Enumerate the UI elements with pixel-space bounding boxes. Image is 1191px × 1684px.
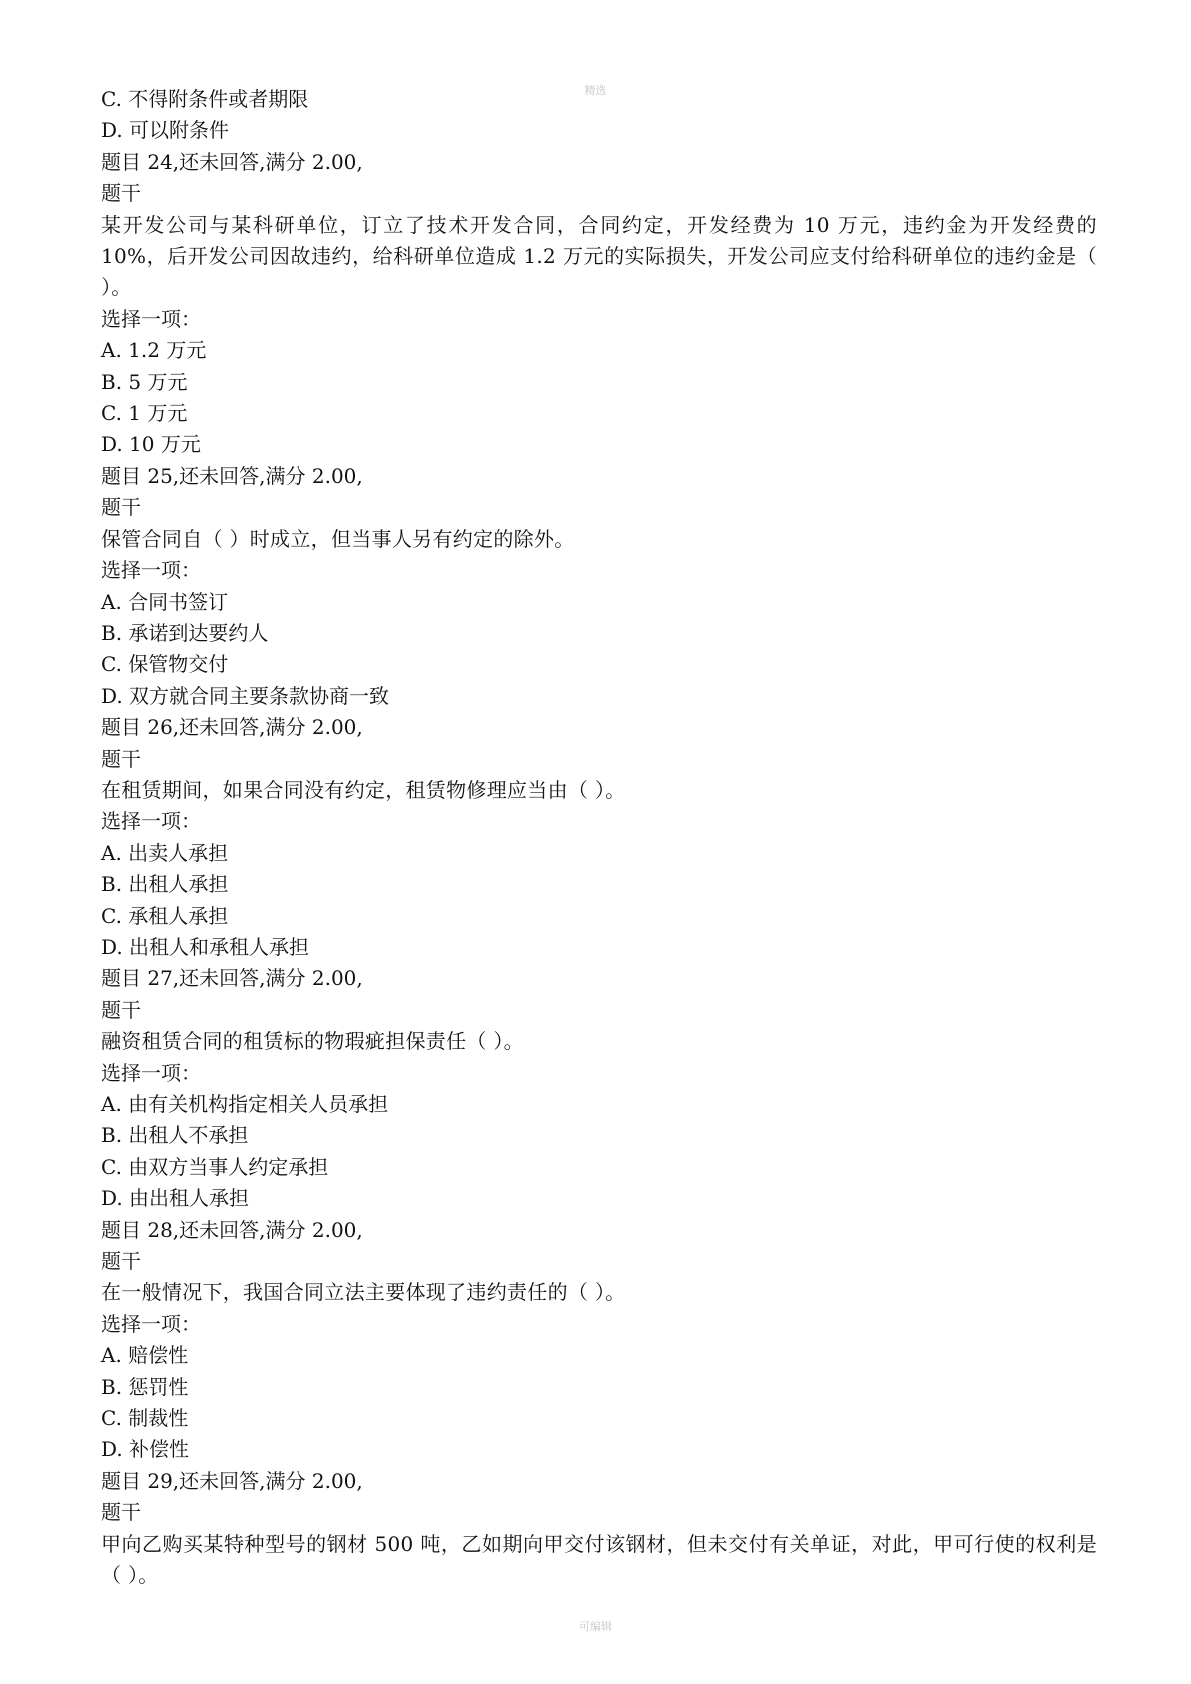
question-meta: 题目 26,还未回答,满分 2.00,	[101, 715, 363, 740]
stem-label: 题干	[101, 1500, 141, 1525]
stem-label: 题干	[101, 746, 141, 771]
question-stem: 某开发公司与某科研单位，订立了技术开发合同，合同约定，开发经费为 10 万元，违约金为开发经费的 10%，后开发公司因故违约，给科研单位造成 1.2 万元的实际损失，开发公司应支付给科研单位的违约金是（ ）。	[101, 212, 1097, 300]
option-line: C. 由双方当事人约定承担	[101, 1154, 329, 1179]
question-meta: 题目 28,还未回答,满分 2.00,	[101, 1217, 363, 1242]
option-line: A. 赔偿性	[101, 1343, 189, 1368]
header-watermark: 精选	[584, 84, 607, 97]
stem-label: 题干	[101, 181, 141, 206]
question-block	[101, 1466, 1097, 1592]
option-line: B. 出租人不承担	[101, 1123, 249, 1148]
option-line: C. 制裁性	[101, 1406, 189, 1431]
option-line: D. 10 万元	[101, 432, 201, 457]
option-line: D. 补偿性	[101, 1437, 190, 1462]
option-line: D. 出租人和承租人承担	[101, 934, 310, 959]
option-line: C. 承租人承担	[101, 903, 229, 928]
option-line: B. 出租人承担	[101, 872, 229, 897]
question-stem: 保管合同自（ ）时成立，但当事人另有约定的除外。	[101, 526, 575, 551]
stem-label: 题干	[101, 997, 141, 1022]
footer-watermark: 可编辑	[579, 1620, 612, 1633]
option-line: A. 合同书签订	[101, 589, 229, 614]
option-line: B. 惩罚性	[101, 1374, 189, 1399]
question-stem: 融资租赁合同的租赁标的物瑕疵担保责任（ ）。	[101, 1029, 524, 1054]
document-body	[101, 84, 1097, 1592]
question-meta: 题目 27,还未回答,满分 2.00,	[101, 966, 363, 991]
choice-prompt: 选择一项：	[101, 306, 201, 331]
stem-label: 题干	[101, 495, 141, 520]
question-block	[101, 963, 1097, 1214]
option-line: A. 1.2 万元	[101, 338, 207, 363]
question-stem: 在租赁期间，如果合同没有约定，租赁物修理应当由（ ）。	[101, 777, 626, 802]
question-block	[101, 1215, 1097, 1466]
choice-prompt: 选择一项：	[101, 1311, 201, 1336]
question-meta: 题目 29,还未回答,满分 2.00,	[101, 1468, 363, 1493]
question-block	[101, 147, 1097, 461]
question-meta: 题目 25,还未回答,满分 2.00,	[101, 463, 363, 488]
question-block	[101, 461, 1097, 712]
choice-prompt: 选择一项：	[101, 1060, 201, 1085]
option-line: C. 保管物交付	[101, 652, 229, 677]
option-line: C. 1 万元	[101, 401, 188, 426]
stem-label: 题干	[101, 1249, 141, 1274]
question-meta: 题目 24,还未回答,满分 2.00,	[101, 149, 363, 174]
question-block	[101, 712, 1097, 963]
option-line: D. 可以附条件	[101, 118, 230, 143]
option-line: D. 双方就合同主要条款协商一致	[101, 683, 390, 708]
choice-prompt: 选择一项：	[101, 558, 201, 583]
option-line: A. 由有关机构指定相关人员承担	[101, 1092, 389, 1116]
choice-prompt: 选择一项：	[101, 809, 201, 834]
option-line: D. 由出租人承担	[101, 1186, 250, 1211]
question-stem: 甲向乙购买某特种型号的钢材 500 吨，乙如期向甲交付该钢材，但未交付有关单证，对此，甲可行使的权利是（ ）。	[101, 1531, 1097, 1588]
option-line: C. 不得附条件或者期限	[101, 87, 309, 111]
option-line: B. 承诺到达要约人	[101, 620, 269, 645]
option-line: B. 5 万元	[101, 369, 188, 394]
option-line: A. 出卖人承担	[101, 840, 229, 865]
question-stem: 在一般情况下，我国合同立法主要体现了违约责任的（ ）。	[101, 1280, 626, 1305]
